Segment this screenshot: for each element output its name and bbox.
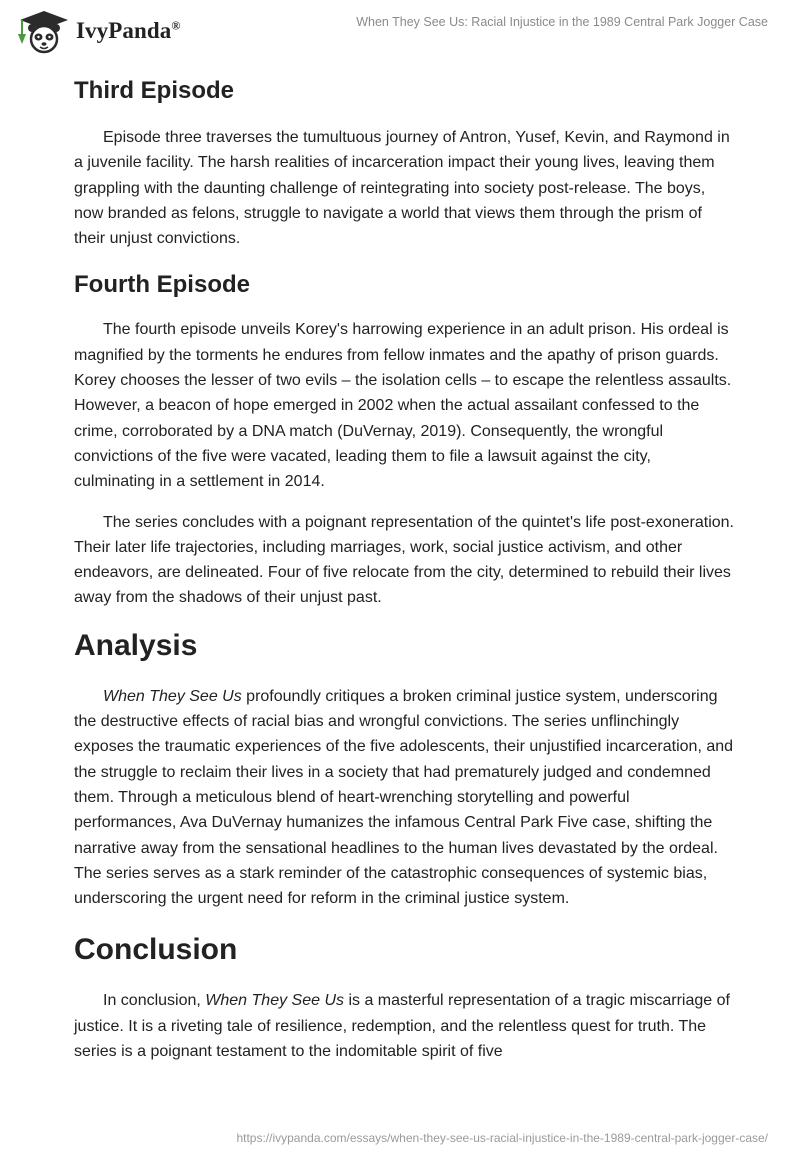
registered-mark: ®: [171, 18, 181, 33]
paragraph-conclusion: [74, 988, 734, 1064]
logo-text: IvyPanda®: [76, 18, 181, 43]
analysis-text: profoundly critiques a broken criminal justice system, underscoring the destructive effects of racial bias and wrongful convictions. The series unflinchingly exposes the traumatic experiences of the five adolescents, their unjustified incarceration, and the struggle to reclaim their lives in a society that had prematurely judged and condemned them. Through a meticulous blend of heart-wrenching storytelling and powerful performances, Ava DuVernay humanizes the infamous Central Park Five case, shifting the narrative away from the sensational headlines to the human lives devastated by the ordeal. The series serves as a stark reminder of the catastrophic consequences of systemic bias, underscoring the urgent need for reform in the criminal justice system.: [74, 687, 734, 908]
panda-graduate-icon: [14, 8, 70, 54]
heading-third-episode: Third Episode: [74, 77, 235, 104]
series-title: When They See Us: [103, 687, 242, 705]
conclusion-lead: In conclusion,: [103, 992, 206, 1010]
series-title: When They See Us: [205, 992, 345, 1010]
heading-analysis: Analysis: [74, 628, 198, 662]
paragraph-analysis: [74, 684, 734, 912]
conclusion-text: is a masterful representation of a tragic miscarriage of justice. It is a riveting tale of resilience, redemption, and the relentless quest for truth. The series is a poignant testament to the indomitable spirit of five: [74, 992, 730, 1061]
page-header: [0, 0, 800, 60]
source-url[interactable]: https://ivypanda.com/essays/when-they-see-us-racial-injustice-in-the-1989-central-park-jogger-case/: [236, 1131, 768, 1145]
ivypanda-logo[interactable]: [14, 8, 180, 54]
running-title: When They See Us: Racial Injustice in the 1989 Central Park Jogger Case: [356, 15, 768, 29]
heading-conclusion: Conclusion: [74, 933, 238, 967]
essay-content: [74, 70, 734, 1064]
paragraph-fourth-episode-1: The fourth episode unveils Korey's harrowing experience in an adult prison. His ordeal is magnified by the torments he endures from fellow inmates and the apathy of prison guards. Korey chooses the lesser of two evils – the isolation cells – to escape the relentless assaults. However, a beacon of hope emerged in 2002 when the actual assailant confessed to the crime, corroborated by a DNA match (DuVernay, 2019). Consequently, the wrongful convictions of the five were vacated, leading them to file a lawsuit against the city, culminating in a settlement in 2014.: [74, 321, 732, 491]
paragraph-fourth-episode-2: The series concludes with a poignant representation of the quintet's life post-exoneration. Their later life trajectories, including marriages, work, social justice activism, and other endeavors, are delineated. Four of five relocate from the city, determined to rebuild their lives away from the shadows of their unjust past.: [74, 513, 734, 607]
heading-fourth-episode: Fourth Episode: [74, 271, 250, 299]
paragraph-third-episode: Episode three traverses the tumultuous journey of Antron, Yusef, Kevin, and Raymond in a juvenile facility. The harsh realities of incarceration impact their young lives, leaving them grappling with the daunting challenge of reintegrating into society post-release. The boys, now branded as felons, struggle to navigate a world that views them through the prism of their unjust convictions.: [74, 129, 730, 248]
